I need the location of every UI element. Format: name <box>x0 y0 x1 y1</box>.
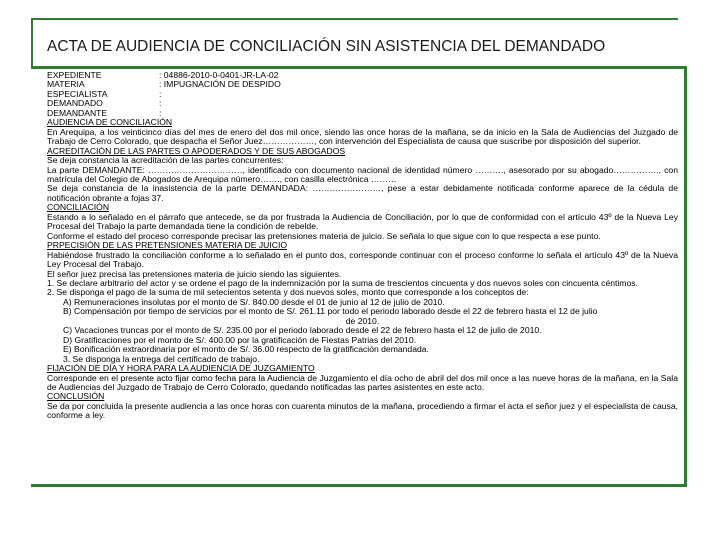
field-label: ESPECIALISTA <box>47 88 108 99</box>
paragraph: Corresponde en el presente acto fijar como fecha para la Audiencia de Juzgamiento el día ocho de abril del dos mil once a las nueve horas de la mañana, en la Sala de Audiencias del Juzgado de Trabajo de Cerro Colorado, quedando notificadas las partes asistentes en este acto. <box>47 372 678 392</box>
list-item: D) Gratificaciones por el monto de S/. 400.00 por la gratificación de Fiestas Patrias del 2010. <box>63 334 417 345</box>
paragraph: Conforme el estado del proceso corresponde precisar las pretensiones materia de juicio. Se señala lo que sigue con lo que respecta a ese punto. <box>47 230 601 241</box>
paragraph: Habiéndose frustrado la conciliación conforme a lo señalado en el punto dos, corresponde continuar con el proceso conforme lo señala el artículo 43º de la Nueva Ley Procesal del Trabajo. <box>47 249 678 270</box>
section-heading: AUDIENCIA DE CONCILIACIÓN <box>47 117 173 128</box>
frame-top-border <box>31 18 678 20</box>
field-value: : <box>159 98 162 109</box>
paragraph: El señor juez precisa las pretensiones materia de juicio siendo las siguientes. <box>47 268 342 279</box>
section-heading: PRPECISIÓN DE LAS PRETENSIONES MATERIA DE JUICIO <box>47 240 288 251</box>
list-item: 3. Se disponga la entrega del certificado de trabajo. <box>63 353 260 364</box>
field-label: MATERIA <box>47 79 85 90</box>
field-label: DEMANDADO <box>47 98 103 109</box>
list-item: C) Vacaciones truncas por el monto de S/. 235.00 por el periodo laborado desde el 22 de febrero hasta el 12 de julio de 2010. <box>63 325 542 336</box>
field-value: : 04886-2010-0-0401-JR-LA-02 <box>159 70 279 80</box>
paragraph: La parte DEMANDANTE: ……………………………, identificado con documento nacional de identidad número ………., asesorado por su abogado……………., con matrícula del Colegio de Abogados de Arequipa número……., con casilla electrónica ……… <box>47 164 678 184</box>
list-item: E) Bonificación extraordinaria por el monto de S/. 36.00 respecto de la gratificación demandada. <box>63 344 429 355</box>
paragraph: 2. Se disponga el pago de la suma de mil setecientos setenta y dos nuevos soles, monto que corresponde a los conceptos de: <box>47 287 529 298</box>
header-field <box>47 99 678 108</box>
paragraph: Se da por concluida la presente audiencia a las once horas con cuarenta minutos de la mañana, procediendo a firmar el acta el señor juez y el especialista de causa, conforme a ley. <box>47 400 678 421</box>
paragraph: 1. Se declare arbitrario del actor y se ordene el pago de la indemnización por la suma de trescientos cincuenta y dos nuevos soles con cincuenta céntimos. <box>47 277 638 288</box>
paragraph: En Arequipa, a los veinticinco días del mes de enero del dos mil once, siendo las once horas de la mañana, se da inicio en la Sala de Audiencias del Juzgado de Trabajo de Cerro Colorado, que despacha el Señor Juez………………, con intervención del Especialista de causa que suscribe por disposición del superior. <box>47 126 678 147</box>
field-label: EXPEDIENTE <box>47 70 102 80</box>
frame-left-border <box>31 18 33 68</box>
paragraph: Estando a lo señalado en el párrafo que antecede, se da por frustrada la Audiencia de Conciliación, por lo que de conformidad con el artículo 43º de la Nueva Ley Procesal del Trabajo la parte demandada tiene la condición de rebelde. <box>47 211 678 232</box>
section-heading: FIJACIÓN DE DÍA Y HORA PARA LA AUDIENCIA DE JUZGAMIENTO <box>47 363 315 374</box>
list-item: A) Remuneraciones insolutas por el monto de S/. 840.00 desde el 01 de junio al 12 de julio de 2010. <box>63 296 445 307</box>
title-divider <box>31 66 687 69</box>
section-heading: CONCLUSIÓN <box>47 391 105 402</box>
list-item-continuation: de 2010. <box>345 315 380 326</box>
section-heading: ACREDITACIÓN DE LAS PARTES O APODERADOS Y DE SUS ABOGADOS <box>47 145 346 156</box>
document-title: ACTA DE AUDIENCIA DE CONCILIACIÓN SIN ASISTENCIA DEL DEMANDADO <box>47 38 606 55</box>
section-heading: CONCILIACIÓN <box>47 202 110 213</box>
paragraph: Se deja constancia de la inasistencia de la parte DEMANDADA: ……………………, pese a estar debidamente notificada conforme aparece de la cédula de notificación obrante a fojas 37. <box>47 183 678 203</box>
paragraph: Se deja constancia la acreditación de las partes concurrentes: <box>47 155 284 166</box>
frame-right-border <box>684 66 687 486</box>
field-value: : IMPUGNACIÓN DE DESPIDO <box>159 79 281 90</box>
field-label: DEMANDANTE <box>47 107 108 118</box>
header-field <box>47 71 678 80</box>
field-value: : <box>159 88 162 99</box>
header-field <box>47 80 678 89</box>
document-body <box>47 71 678 421</box>
list-item: B) Compensación por tiempo de servicios por el monto de S/. 261.11 por todo el periodo laborado desde el 22 de febrero hasta el 12 de julio <box>63 306 598 317</box>
frame-bottom-border <box>31 484 687 487</box>
field-value: : <box>159 107 162 118</box>
header-field <box>47 90 678 99</box>
